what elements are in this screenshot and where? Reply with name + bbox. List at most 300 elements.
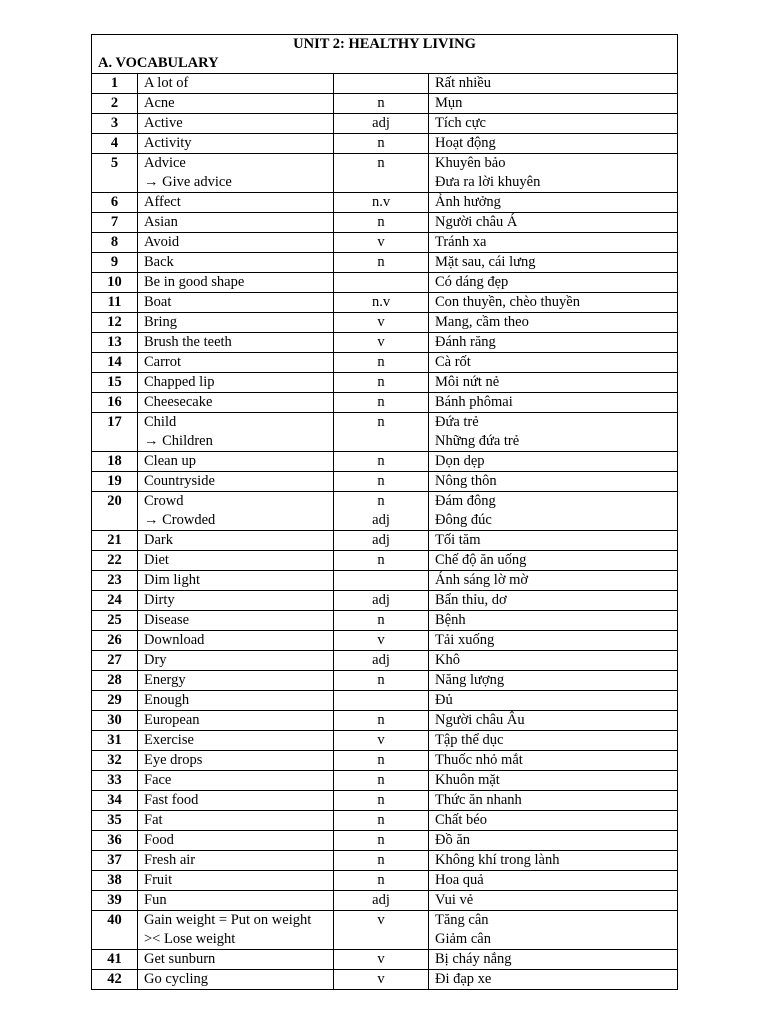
word-cell [138, 193, 334, 213]
word-text: Bring [144, 314, 178, 330]
part-of-speech-cell [334, 253, 429, 273]
meaning-cell [429, 293, 678, 313]
part-of-speech-text: v [377, 234, 385, 250]
row-number: 4 [92, 134, 138, 154]
table-row [92, 631, 678, 651]
table-row [92, 273, 678, 293]
word-cell [138, 393, 334, 413]
word-text: Back [144, 254, 174, 270]
table-row [92, 691, 678, 711]
part-of-speech-cell [334, 571, 429, 591]
part-of-speech-cell [334, 631, 429, 651]
part-of-speech-cell [334, 134, 429, 154]
word-text: Dim light [144, 572, 200, 588]
part-of-speech-text: n [377, 712, 385, 728]
table-row [92, 94, 678, 114]
meaning-text: Khuôn mặt [435, 772, 500, 788]
word-text: Energy [144, 672, 186, 688]
word-cell [138, 771, 334, 791]
meaning-cell [429, 691, 678, 711]
table-row [92, 851, 678, 871]
word-cell [138, 94, 334, 114]
meaning-text: Có dáng đẹp [435, 274, 509, 290]
row-number: 1 [92, 74, 138, 94]
table-row [92, 233, 678, 253]
table-row [92, 531, 678, 551]
part-of-speech-text: n [377, 354, 385, 370]
word-text: Dirty [144, 592, 175, 608]
part-of-speech-cell [334, 293, 429, 313]
meaning-text: Đông đúc [435, 512, 492, 528]
part-of-speech-text: n [377, 453, 385, 469]
part-of-speech-text: adj [372, 652, 390, 668]
word-cell [138, 373, 334, 393]
table-row [92, 871, 678, 891]
table-row [92, 452, 678, 472]
meaning-text: Đi đạp xe [435, 971, 492, 987]
meaning-text: Người châu Á [435, 214, 518, 230]
word-text: Acne [144, 95, 175, 111]
word-cell [138, 791, 334, 811]
meaning-cell [429, 871, 678, 891]
part-of-speech-text: adj [372, 892, 390, 908]
part-of-speech-cell [334, 114, 429, 134]
word-cell [138, 154, 334, 193]
part-of-speech-cell [334, 154, 429, 193]
part-of-speech-text: n [377, 374, 385, 390]
table-row [92, 193, 678, 213]
table-row [92, 811, 678, 831]
part-of-speech-cell [334, 831, 429, 851]
meaning-text: Tăng cân [435, 912, 489, 928]
row-number: 5 [92, 154, 138, 193]
meaning-cell [429, 193, 678, 213]
word-text: Enough [144, 692, 190, 708]
part-of-speech-text: v [377, 951, 385, 967]
word-cell [138, 950, 334, 970]
meaning-text: Thức ăn nhanh [435, 792, 522, 808]
table-row [92, 313, 678, 333]
table-row [92, 671, 678, 691]
meaning-text: Năng lượng [435, 672, 505, 688]
part-of-speech-text: n [377, 612, 385, 628]
row-number: 3 [92, 114, 138, 134]
part-of-speech-cell [334, 551, 429, 571]
meaning-text: Khuyên bảo [435, 155, 506, 171]
meaning-cell [429, 911, 678, 950]
row-number: 31 [92, 731, 138, 751]
word-text: Fast food [144, 792, 199, 808]
row-number: 25 [92, 611, 138, 631]
meaning-cell [429, 611, 678, 631]
part-of-speech-text: n.v [371, 194, 391, 210]
part-of-speech-cell [334, 651, 429, 671]
word-cell [138, 114, 334, 134]
vocabulary-sheet [91, 34, 677, 990]
word-cell [138, 871, 334, 891]
word-text: Face [144, 772, 172, 788]
meaning-cell [429, 851, 678, 871]
meaning-cell [429, 551, 678, 571]
meaning-cell [429, 591, 678, 611]
meaning-cell [429, 154, 678, 193]
row-number: 27 [92, 651, 138, 671]
row-number: 18 [92, 452, 138, 472]
row-number: 28 [92, 671, 138, 691]
word-text: Clean up [144, 453, 196, 469]
part-of-speech-text: v [377, 632, 385, 648]
word-text: Child [144, 414, 177, 430]
table-row [92, 891, 678, 911]
word-text: Download [144, 632, 205, 648]
meaning-text: Hoa quả [435, 872, 484, 888]
part-of-speech-cell [334, 771, 429, 791]
meaning-text: Giảm cân [435, 931, 491, 947]
row-number: 41 [92, 950, 138, 970]
row-number: 36 [92, 831, 138, 851]
word-text: Carrot [144, 354, 182, 370]
word-text: Go cycling [144, 971, 209, 987]
meaning-text: Người châu Âu [435, 712, 525, 728]
part-of-speech-text [334, 173, 428, 192]
part-of-speech-text: v [377, 314, 385, 330]
part-of-speech-cell [334, 911, 429, 950]
table-row [92, 74, 678, 94]
row-number: 38 [92, 871, 138, 891]
table-row [92, 711, 678, 731]
part-of-speech-text [334, 930, 428, 949]
word-text: European [144, 712, 200, 728]
row-number: 21 [92, 531, 138, 551]
word-cell [138, 551, 334, 571]
part-of-speech-cell [334, 413, 429, 452]
meaning-text: Bánh phômai [435, 394, 513, 410]
meaning-text: Bị cháy nắng [435, 951, 512, 967]
meaning-cell [429, 74, 678, 94]
word-cell [138, 313, 334, 333]
word-text: Affect [144, 194, 181, 210]
meaning-text: Mụn [435, 95, 463, 111]
table-row [92, 472, 678, 492]
word-cell [138, 671, 334, 691]
part-of-speech-text: n [377, 414, 385, 430]
word-cell [138, 472, 334, 492]
part-of-speech-cell [334, 950, 429, 970]
word-text: Gain weight = Put on weight [144, 912, 312, 928]
row-number: 12 [92, 313, 138, 333]
table-row [92, 911, 678, 950]
row-number: 30 [92, 711, 138, 731]
part-of-speech-text: n [377, 254, 385, 270]
meaning-text: Con thuyền, chèo thuyền [435, 294, 580, 310]
meaning-cell [429, 253, 678, 273]
word-text: Avoid [144, 234, 180, 250]
word-text: >< Lose weight [144, 931, 236, 947]
part-of-speech-cell [334, 492, 429, 531]
word-cell [138, 711, 334, 731]
meaning-cell [429, 213, 678, 233]
table-row [92, 950, 678, 970]
row-number: 34 [92, 791, 138, 811]
meaning-cell [429, 333, 678, 353]
part-of-speech-cell [334, 691, 429, 711]
part-of-speech-text [334, 432, 428, 451]
table-row [92, 571, 678, 591]
row-number: 20 [92, 492, 138, 531]
word-text: → Give advice [144, 174, 232, 190]
meaning-cell [429, 751, 678, 771]
word-cell [138, 831, 334, 851]
word-text: → Children [144, 433, 213, 449]
word-text: Fresh air [144, 852, 196, 868]
meaning-cell [429, 452, 678, 472]
word-text: Be in good shape [144, 274, 245, 290]
part-of-speech-text: n [377, 155, 385, 171]
part-of-speech-cell [334, 611, 429, 631]
part-of-speech-cell [334, 313, 429, 333]
table-row [92, 393, 678, 413]
meaning-cell [429, 233, 678, 253]
word-cell [138, 851, 334, 871]
word-text: Boat [144, 294, 172, 310]
meaning-text: Ánh sáng lờ mờ [435, 572, 529, 588]
part-of-speech-text: v [377, 971, 385, 987]
meaning-cell [429, 313, 678, 333]
word-text: Cheesecake [144, 394, 213, 410]
meaning-text: Dọn dẹp [435, 453, 485, 469]
part-of-speech-cell [334, 213, 429, 233]
meaning-cell [429, 273, 678, 293]
part-of-speech-text: n [377, 852, 385, 868]
meaning-text: Chất béo [435, 812, 487, 828]
word-text: Activity [144, 135, 192, 151]
row-number: 37 [92, 851, 138, 871]
meaning-cell [429, 811, 678, 831]
part-of-speech-text: v [377, 912, 385, 928]
row-number: 39 [92, 891, 138, 911]
part-of-speech-text: adj [372, 512, 390, 528]
meaning-cell [429, 134, 678, 154]
table-row [92, 114, 678, 134]
part-of-speech-text [334, 273, 428, 292]
part-of-speech-cell [334, 751, 429, 771]
word-cell [138, 413, 334, 452]
meaning-text: Tải xuống [435, 632, 495, 648]
word-text: Fat [144, 812, 163, 828]
word-cell [138, 353, 334, 373]
table-row [92, 771, 678, 791]
row-number: 17 [92, 413, 138, 452]
part-of-speech-text: n [377, 394, 385, 410]
part-of-speech-text: n [377, 812, 385, 828]
meaning-cell [429, 791, 678, 811]
part-of-speech-text [334, 571, 428, 590]
part-of-speech-text: n [377, 95, 385, 111]
meaning-text: Đứa trẻ [435, 414, 479, 430]
meaning-text: Môi nứt nẻ [435, 374, 500, 390]
meaning-text: Nông thôn [435, 473, 497, 489]
part-of-speech-text: adj [372, 115, 390, 131]
row-number: 15 [92, 373, 138, 393]
meaning-text: Hoạt động [435, 135, 496, 151]
word-cell [138, 531, 334, 551]
table-row [92, 791, 678, 811]
meaning-text: Mặt sau, cái lưng [435, 254, 536, 270]
meaning-cell [429, 631, 678, 651]
part-of-speech-text: n [377, 473, 385, 489]
word-text: Food [144, 832, 174, 848]
meaning-cell [429, 472, 678, 492]
row-number: 19 [92, 472, 138, 492]
part-of-speech-text: adj [372, 532, 390, 548]
table-row [92, 591, 678, 611]
meaning-cell [429, 393, 678, 413]
word-cell [138, 970, 334, 990]
meaning-cell [429, 771, 678, 791]
table-row [92, 611, 678, 631]
row-number: 24 [92, 591, 138, 611]
part-of-speech-text: n [377, 214, 385, 230]
row-number: 2 [92, 94, 138, 114]
table-row [92, 373, 678, 393]
word-cell [138, 134, 334, 154]
meaning-cell [429, 651, 678, 671]
part-of-speech-text: n [377, 872, 385, 888]
row-number: 29 [92, 691, 138, 711]
meaning-cell [429, 492, 678, 531]
vocabulary-table [91, 34, 678, 990]
part-of-speech-cell [334, 671, 429, 691]
section-row [92, 54, 678, 74]
word-text: Chapped lip [144, 374, 215, 390]
meaning-text: Tối tăm [435, 532, 481, 548]
part-of-speech-cell [334, 233, 429, 253]
meaning-cell [429, 413, 678, 452]
table-row [92, 154, 678, 193]
table-row [92, 213, 678, 233]
meaning-text: Thuốc nhỏ mắt [435, 752, 523, 768]
part-of-speech-text: n [377, 552, 385, 568]
meaning-cell [429, 373, 678, 393]
row-number: 33 [92, 771, 138, 791]
part-of-speech-cell [334, 94, 429, 114]
word-text: Brush the teeth [144, 334, 232, 350]
word-cell [138, 333, 334, 353]
part-of-speech-cell [334, 273, 429, 293]
word-text: A lot of [144, 75, 189, 91]
part-of-speech-cell [334, 891, 429, 911]
table-row [92, 253, 678, 273]
row-number: 9 [92, 253, 138, 273]
part-of-speech-cell [334, 452, 429, 472]
meaning-cell [429, 531, 678, 551]
word-text: Eye drops [144, 752, 203, 768]
meaning-text: Vui vẻ [435, 892, 474, 908]
part-of-speech-text: n.v [371, 294, 391, 310]
meaning-cell [429, 571, 678, 591]
meaning-cell [429, 731, 678, 751]
meaning-text: Đồ ăn [435, 832, 471, 848]
word-cell [138, 611, 334, 631]
meaning-text: Đủ [435, 692, 453, 708]
table-row [92, 492, 678, 531]
table-row [92, 353, 678, 373]
word-cell [138, 811, 334, 831]
word-text: Asian [144, 214, 178, 230]
meaning-text: Tập thể dục [435, 732, 504, 748]
word-text: Countryside [144, 473, 215, 489]
table-row [92, 970, 678, 990]
meaning-text: Đưa ra lời khuyên [435, 174, 541, 190]
part-of-speech-cell [334, 871, 429, 891]
part-of-speech-cell [334, 791, 429, 811]
part-of-speech-cell [334, 393, 429, 413]
word-cell [138, 751, 334, 771]
meaning-cell [429, 94, 678, 114]
word-text: Fun [144, 892, 167, 908]
table-row [92, 413, 678, 452]
word-text: Disease [144, 612, 190, 628]
part-of-speech-cell [334, 531, 429, 551]
row-number: 35 [92, 811, 138, 831]
word-cell [138, 591, 334, 611]
meaning-cell [429, 891, 678, 911]
word-text: Dry [144, 652, 167, 668]
word-cell [138, 273, 334, 293]
part-of-speech-cell [334, 373, 429, 393]
word-text: Crowd [144, 493, 184, 509]
meaning-text: Tích cực [435, 115, 486, 131]
word-cell [138, 911, 334, 950]
word-cell [138, 452, 334, 472]
part-of-speech-text: n [377, 792, 385, 808]
row-number: 13 [92, 333, 138, 353]
part-of-speech-text: n [377, 752, 385, 768]
word-cell [138, 691, 334, 711]
meaning-text: Không khí trong lành [435, 852, 560, 868]
table-row [92, 293, 678, 313]
meaning-text: Mang, cầm theo [435, 314, 529, 330]
part-of-speech-text: n [377, 493, 385, 509]
word-cell [138, 571, 334, 591]
part-of-speech-text: n [377, 135, 385, 151]
word-cell [138, 253, 334, 273]
part-of-speech-text: n [377, 772, 385, 788]
row-number: 32 [92, 751, 138, 771]
part-of-speech-text [334, 691, 428, 710]
meaning-cell [429, 970, 678, 990]
meaning-text: Bẩn thỉu, dơ [435, 592, 507, 608]
row-number: 10 [92, 273, 138, 293]
row-number: 14 [92, 353, 138, 373]
meaning-cell [429, 114, 678, 134]
word-text: → Crowded [144, 512, 216, 528]
meaning-cell [429, 711, 678, 731]
part-of-speech-text: adj [372, 592, 390, 608]
title-row [92, 35, 678, 55]
meaning-text: Chế độ ăn uống [435, 552, 527, 568]
part-of-speech-cell [334, 970, 429, 990]
row-number: 6 [92, 193, 138, 213]
row-number: 22 [92, 551, 138, 571]
word-text: Exercise [144, 732, 194, 748]
table-row [92, 333, 678, 353]
word-cell [138, 891, 334, 911]
meaning-text: Rất nhiều [435, 75, 491, 91]
row-number: 40 [92, 911, 138, 950]
meaning-cell [429, 831, 678, 851]
meaning-cell [429, 950, 678, 970]
